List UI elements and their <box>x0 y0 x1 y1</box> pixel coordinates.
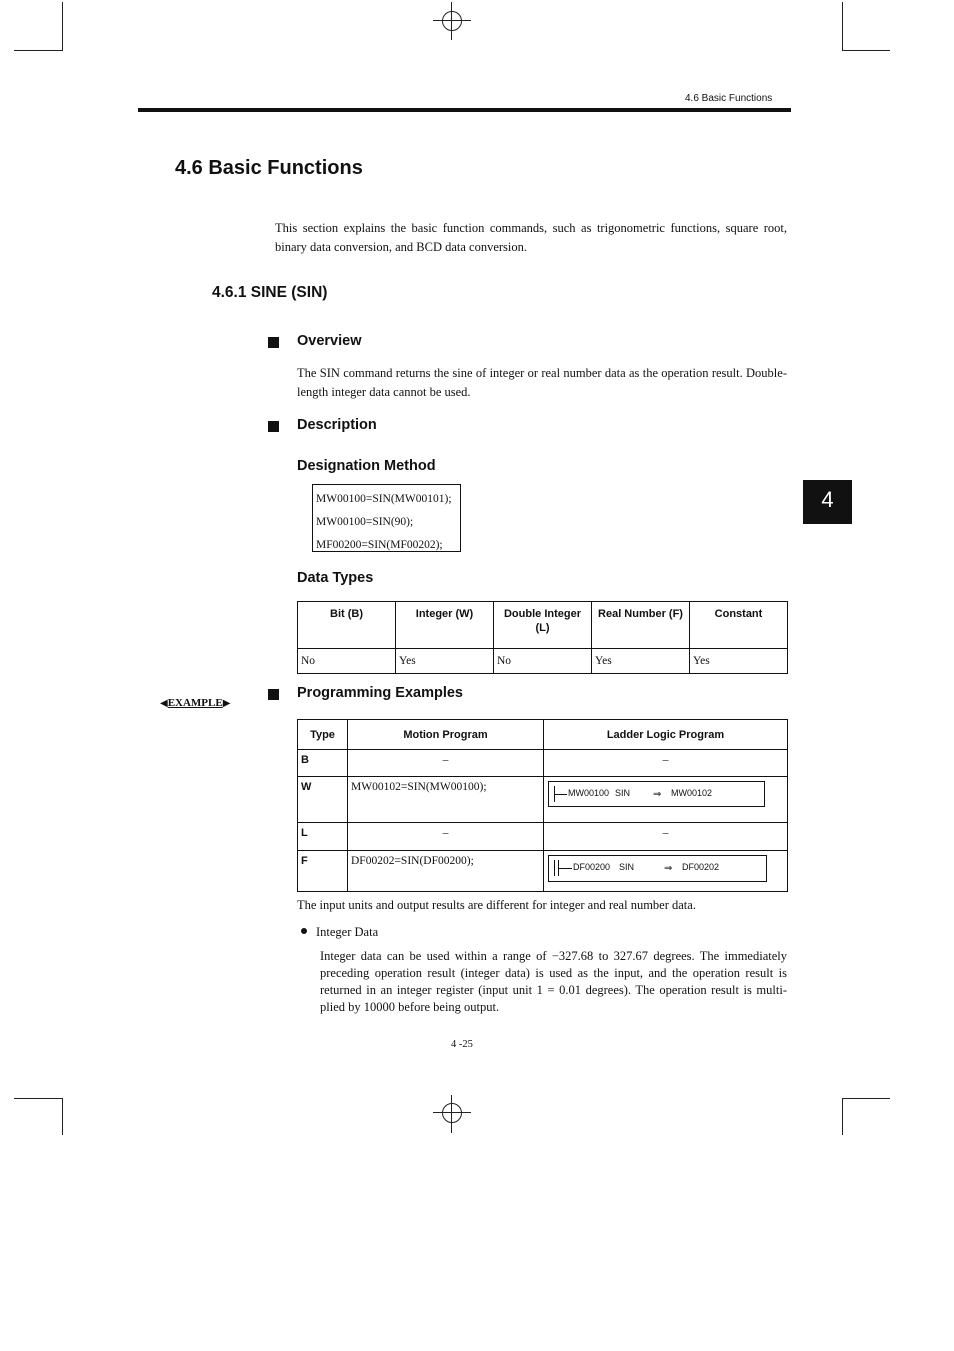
column-header: Integer (W) <box>396 602 494 649</box>
square-bullet-icon <box>268 337 279 348</box>
table-cell: Yes <box>396 649 494 674</box>
ladder-diagram <box>548 781 765 807</box>
arrow-icon: ⇒ <box>653 789 662 800</box>
round-bullet-icon <box>301 928 307 934</box>
ladder-cell: – <box>544 750 788 777</box>
type-cell: F <box>298 851 348 892</box>
ladder-output: MW00102 <box>671 788 713 798</box>
ladder-op: SIN <box>619 862 635 872</box>
table-row <box>298 851 788 892</box>
example-tag <box>160 697 230 709</box>
column-header: Constant <box>690 602 788 649</box>
units-note: The input units and output results are different for integer and real number data. <box>297 898 696 912</box>
programming-table <box>297 719 788 892</box>
left-triangle-icon: ◀ <box>160 698 168 709</box>
ladder-output: DF00202 <box>682 862 720 872</box>
power-rail <box>554 860 555 876</box>
motion-cell: – <box>348 750 544 777</box>
motion-cell: MW00102=SIN(MW00100); <box>348 777 544 823</box>
type-cell: B <box>298 750 348 777</box>
crop-mark <box>842 1098 890 1099</box>
column-header: Double Integer (L) <box>494 602 592 649</box>
designation-line: MF00200=SIN(MF00202); <box>316 539 443 551</box>
crop-mark <box>14 50 63 51</box>
section-title: 4.6 Basic Functions <box>175 157 363 179</box>
registration-circle <box>442 1103 462 1123</box>
table-cell: Yes <box>592 649 690 674</box>
ladder-wire <box>555 794 567 795</box>
table-header-row <box>298 602 788 649</box>
example-label: EXAMPLE <box>167 697 223 709</box>
crop-mark <box>842 50 890 51</box>
ladder-diagram <box>548 855 767 882</box>
square-bullet-icon <box>268 689 279 700</box>
column-header: Ladder Logic Program <box>544 720 788 750</box>
designation-line: MW00100=SIN(MW00101); <box>316 493 452 505</box>
ladder-cell: – <box>544 823 788 851</box>
data-types-heading: Data Types <box>297 570 374 586</box>
type-cell: L <box>298 823 348 851</box>
ladder-input: DF00200 <box>573 862 611 872</box>
table-cell: No <box>298 649 396 674</box>
crop-mark <box>62 1098 63 1135</box>
designation-box <box>312 484 461 552</box>
table-row <box>298 750 788 777</box>
section-intro: This section explains the basic function commands, such as trigonometric functions, square root, binary data conversion, and BCD data conversion. <box>275 221 787 254</box>
designation-line: MW00100=SIN(90); <box>316 516 414 528</box>
ladder-cell <box>544 777 788 823</box>
table-row <box>298 823 788 851</box>
crop-mark <box>842 2 843 51</box>
square-bullet-icon <box>268 421 279 432</box>
table-row <box>298 649 788 674</box>
ladder-wire <box>559 868 572 869</box>
overview-text: The SIN command returns the sine of integer or real number data as the operation result. Double-length integer data cannot be used. <box>297 366 787 399</box>
subsection-title: 4.6.1 SINE (SIN) <box>212 284 328 301</box>
chapter-tab: 4 <box>803 480 852 524</box>
motion-cell: DF00202=SIN(DF00200); <box>348 851 544 892</box>
crop-mark <box>842 1098 843 1135</box>
integer-data-text: Integer data can be used within a range of −327.68 to 327.67 degrees. The immediately preceding operation result (integer data) is used as the input, and the operation result is returned in an integer register (input unit 1 = 0.01 degrees). The operation result is multi-plied by 10000 before being output. <box>320 949 787 1014</box>
running-header: 4.6 Basic Functions <box>685 93 773 104</box>
ladder-cell <box>544 851 788 892</box>
type-cell: W <box>298 777 348 823</box>
crop-mark <box>14 1098 63 1099</box>
column-header: Real Number (F) <box>592 602 690 649</box>
column-header: Bit (B) <box>298 602 396 649</box>
table-header-row <box>298 720 788 750</box>
registration-circle <box>442 11 462 31</box>
ladder-input: MW00100 <box>568 788 610 798</box>
page-number: 4 -25 <box>451 1039 473 1050</box>
arrow-icon: ⇒ <box>664 863 673 874</box>
integer-data-label: Integer Data <box>316 925 379 939</box>
table-cell: Yes <box>690 649 788 674</box>
designation-heading: Designation Method <box>297 458 436 474</box>
ladder-op: SIN <box>615 788 631 798</box>
data-types-table <box>297 601 788 674</box>
programming-heading: Programming Examples <box>297 685 463 701</box>
description-heading: Description <box>297 417 377 433</box>
crop-mark <box>62 2 63 51</box>
column-header: Type <box>298 720 348 750</box>
overview-heading: Overview <box>297 333 362 349</box>
table-cell: No <box>494 649 592 674</box>
right-triangle-icon: ▶ <box>222 698 231 709</box>
motion-cell: – <box>348 823 544 851</box>
table-row <box>298 777 788 823</box>
column-header: Motion Program <box>348 720 544 750</box>
header-rule <box>138 108 791 112</box>
